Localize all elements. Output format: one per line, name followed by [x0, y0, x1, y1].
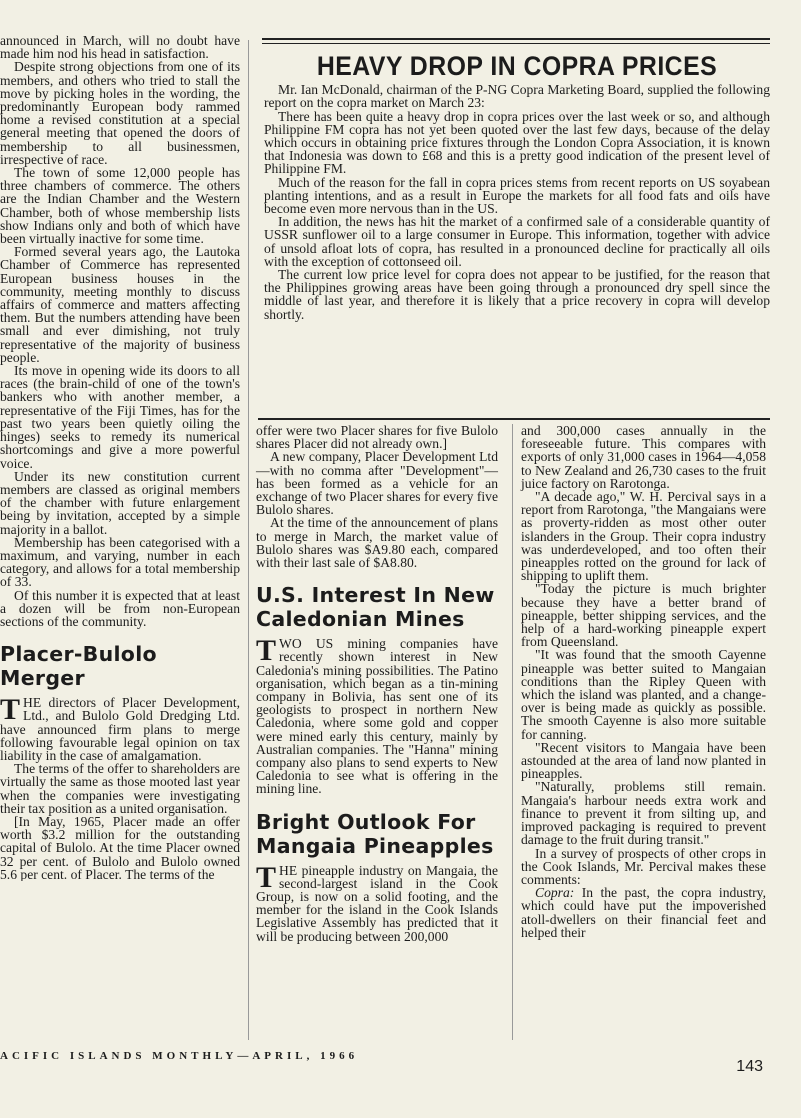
- paragraph: offer were two Placer shares for five Bulolo shares Placer did not already own.]: [256, 423, 498, 452]
- paragraph: The terms of the offer to shareholders are virtually the same as those mooted last year when the companies were investigating their tax position as a united organisation.: [0, 761, 240, 816]
- paragraph: "Today the picture is much brighter because they have a better brand of pineapple, better shipping services, and the help of a hard-working pineapple expert from Queensland.: [521, 581, 766, 650]
- middle-column: [256, 424, 498, 943]
- paragraph: WO US mining companies have recently shown interest in New Caledonia's mining possibilities. The Patino organisation, which began as a tin-mining company in Bolivia, has sent one of its geologists to prospect in northern New Caledonia, where some gold and copper were mined early this century, mainly by Australian companies. The "Hanna" mining company also plans to send experts to New Caledonia to see what is offering in the mining line.: [256, 636, 498, 797]
- copra-article: [264, 51, 770, 322]
- section-rule: [258, 418, 770, 420]
- page-number: 143: [736, 1058, 763, 1075]
- paragraph: Membership has been categorised with a maximum, and varying, number in each category, and allows for a total membership of 33.: [0, 534, 240, 590]
- column-divider-right: [512, 424, 513, 1040]
- paragraph: Under its new constitution current members are classed as original members of the chamber with future enlargement being by invitation, accepted by a simple majority in a ballot.: [0, 468, 240, 537]
- paragraph: Of this number it is expected that at least a dozen will be from non-European sections of the community.: [0, 587, 240, 629]
- paragraph: "Recent visitors to Mangaia have been astounded at the area of land now planted in pineapples.: [521, 739, 766, 782]
- copra-headline: HEAVY DROP IN COPRA PRICES: [316, 51, 718, 81]
- paragraph: In a survey of prospects of other crops in the Cook Islands, Mr. Percival makes these comments:: [521, 845, 766, 887]
- paragraph: In addition, the news has hit the market of a confirmed sale of a considerable quantity of USSR sunflower oil to a large consumer in Europe. This information, together with advice of unsold afloat lots of copra, has resulted in a pronounced decline for practically all oils with the exception of cottonseed oil.: [264, 214, 770, 269]
- paragraph: The current low price level for copra does not appear to be justified, for the reason that the Philippines growing areas have been going through a pronounced dry spell since the middle of last year, and therefore it is likely that a price recovery in copra will develop shortly.: [264, 267, 770, 322]
- top-double-rule-b: [262, 43, 770, 44]
- paragraph: "A decade ago," W. H. Percival says in a report from Rarotonga, "the Mangaians were as proverty-ridden as most other outer islanders in the Group. Their copra industry was underdeveloped, and too often their pineapples rotted on the ground for lack of shipping to uplift them.: [521, 489, 766, 584]
- paragraph: There has been quite a heavy drop in copra prices over the last week or so, and although Philippine FM copra has not yet been quoted over the last few days, because of the delay which occurs in obtaining price fixtures through the London Copra Association, it is known that Indonesia was down to £68 and this is a pretty good indication of the present level of Philippine FM.: [264, 108, 770, 177]
- paragraph: and 300,000 cases annually in the foreseeable future. This compares with exports of only 31,000 cases in 1964—4,058 to New Zealand and 26,730 cases to the fruit juice factory on Rarotonga.: [521, 423, 766, 491]
- right-column: [521, 424, 766, 939]
- paragraph: "It was found that the smooth Cayenne pineapple was better suited to Mangaian conditions than the Ripley Queen with which the island was planted, and a change-over is being made as quickly as possible. The smooth Cayenne is also more suitable for canning.: [521, 647, 766, 742]
- paragraph: Despite strong objections from one of its members, and others who tried to stall the move by picking holes in the wording, the predominantly European body rammed home a revised constitution at a special general meeting that opened the doors of membership to all businessmen, irrespective of race.: [0, 59, 240, 167]
- paragraph: "Naturally, problems still remain. Mangaia's harbour needs extra work and finance to prevent it from silting up, and improved packaging is required to prevent damage to the fruit during transit.": [521, 779, 766, 848]
- paragraph: At the time of the announcement of plans to merge in March, the market value of Bulolo shares was $A9.80 each, compared with their last sale of $A8.80.: [256, 515, 498, 571]
- paragraph: In the past, the copra industry, which could have put the impoverished atoll-dwellers on their financial feet and helped their: [521, 885, 766, 940]
- drop-cap: T: [0, 693, 21, 727]
- paragraph: Its move in opening wide its doors to all races (the brain-child of one of the town's bankers who with another member, a representative of the Fiji Times, has for the past two years been quietly oiling the hinges) seeks to remedy its numerical shortcomings and give a more powerful voice.: [0, 363, 240, 471]
- mangaia-heading: Bright Outlook For Mangaia Pineapples: [256, 809, 494, 858]
- running-footer: ACIFIC ISLANDS MONTHLY—APRIL, 1966: [0, 1050, 359, 1062]
- left-column: [0, 34, 240, 881]
- copra-label: Copra:: [535, 885, 575, 901]
- drop-cap: T: [256, 634, 277, 668]
- top-double-rule-a: [262, 38, 770, 40]
- paragraph: The town of some 12,000 people has three chambers of commerce. The others are the Indian Chamber and the Western Chamber, both of whose membership lists show Indians only and both of which have been virtually inactive for some time.: [0, 165, 240, 247]
- paragraph: announced in March, will no doubt have made him nod his head in satisfaction.: [0, 34, 240, 62]
- paragraph: HE directors of Placer Development, Ltd., and Bulolo Gold Dredging Ltd. have announced firm plans to merge following favourable legal opinion on tax liability in the case of amalgamation.: [0, 695, 240, 763]
- paragraph: Formed several years ago, the Lautoka Chamber of Commerce has represented European business houses in the community, meeting monthly to discuss affairs of commerce and matters affecting them. But the numbers attending have been small and ever dimishing, not truly representative of the majority of business people.: [0, 244, 240, 365]
- placer-bulolo-heading: Placer-Bulolo Merger: [0, 642, 157, 691]
- paragraph: A new company, Placer Development Ltd—with no comma after "Development"—has been formed as a vehicle for an exchange of two Placer shares for every five Bulolo shares.: [256, 449, 498, 518]
- column-divider-left: [248, 40, 249, 1040]
- paragraph: [In May, 1965, Placer made an offer worth $3.2 million for the outstanding capital of Bulolo. At the time Placer owned 32 per cent. of Bulolo and Bulolo owned 5.6 per cent. of Placer. The terms of the: [0, 813, 240, 881]
- drop-cap: T: [256, 860, 277, 894]
- us-interest-heading: U.S. Interest In New Caledonian Mines: [256, 583, 495, 632]
- paragraph: HE pineapple industry on Mangaia, the second-largest island in the Cook Group, is now on a solid footing, and the member for the island in the Cook Islands Legislative Assembly has predicted that it will be producing between 200,000: [256, 862, 498, 944]
- paragraph: Mr. Ian McDonald, chairman of the P-NG Copra Marketing Board, supplied the following report on the copra market on March 23:: [264, 82, 770, 111]
- paragraph: Much of the reason for the fall in copra prices stems from recent reports on US soyabean planting intentions, and as a result in Europe the markets for all food fats and oils have become even more nervous than in the US.: [264, 174, 770, 217]
